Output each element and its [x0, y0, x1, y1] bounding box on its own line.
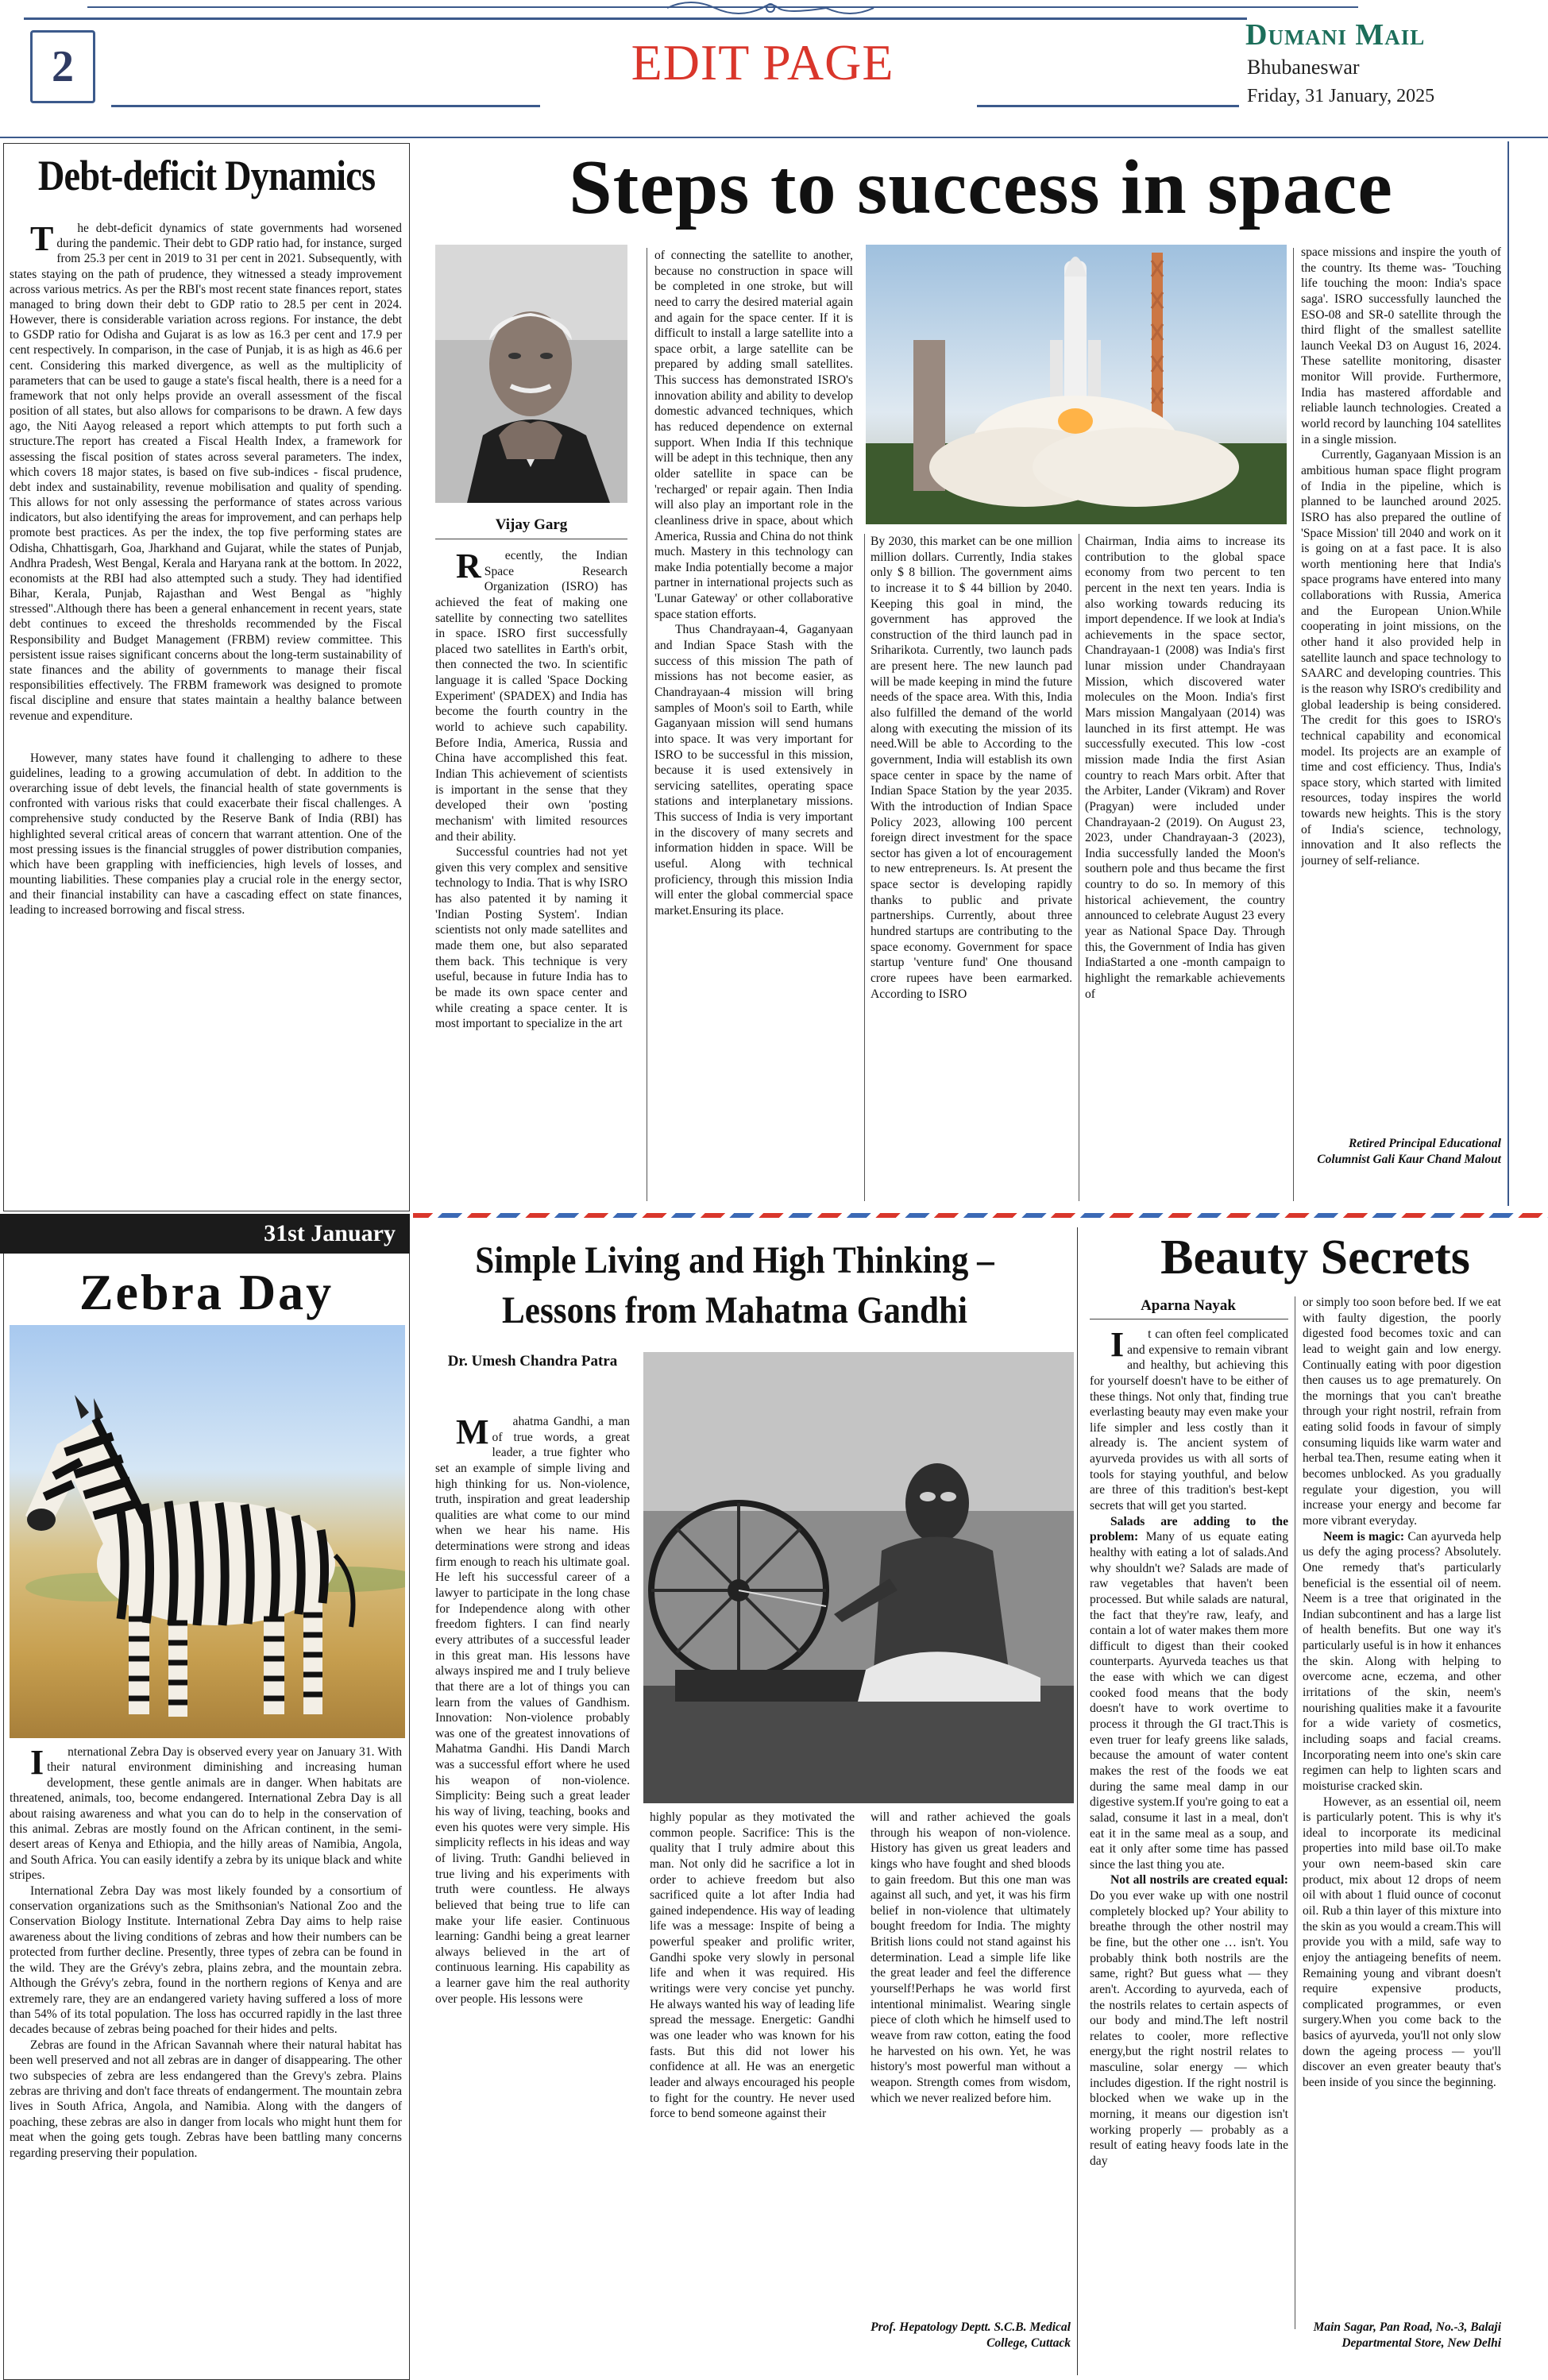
space-col3-text: By 2030, this market can be one million million dollars. Currently, India stakes only $ 8 billion. The government aims to increase it to $ 44 billion by 2040. Keeping this goal in mind, the government has approved the construction of the third launch pad in Sriharikota. Currently, two launch pads are present here. The new launch pad will be made keeping in mind the future needs of the space area. With this, India also fulfilled the demand of the world along with executing the mission of its need.Will be able to According to the government, India will establish its own space center in space by the name of Indian Space Station by the year 2035. With the introduction of Indian Space Policy 2023, allowing 100 percent foreign direct investment for the space sector has given a lot of encouragement to new entrepreneurs. Is. At present the space sector is developing rapidly thanks to public and private partnerships. Currently, about three hundred startups are contributing to the space economy. Government for space startup 'venture fund' One thousand crore rupees have been earmarked. According to ISRO: [871, 535, 1072, 1001]
beauty-col2-p1: or simply too soon before bed. If we eat with faulty digestion, the poorly digested food becomes toxic and can lead to weight gain and low energy. Continually eating with poor digestion then causes us to age prematurely. On the mornings that you can't breathe through your right nostril, refrain from eating solid foods in favour of simply consuming liquids like warm water and herbal tea.Then, resume eating when it becomes unblocked. As you gradually regulate your digestion, you will increase your energy and become far more vibrant everyday.: [1303, 1296, 1501, 1528]
gandhi-author: Dr. Umesh Chandra Patra: [447, 1353, 618, 1370]
space-col5-p1: space missions and inspire the youth of the country. Its theme was- 'Touching life touching the moon: India's space saga'. ISRO successfully launched the ESO-08 and SR-0 satellite through the third flight of the smallest satellite launch Veekal D3 on August 16, 2024. These satellite monitoring, disaster monitor Will provide. Furthermore, India has mastered affordable and reliable launch technologies. Created a world record by launching 104 satellites in a single mission.: [1301, 245, 1501, 446]
zebra-paragraph-2: International Zebra Day was most likely founded by a consortium of conservation organizations such as the Smithsonian's National Zoo and the Conservation Biology Institute. International Zebra Day aims to help raise awareness about the living conditions of zebras and how their numbers can be protected from further decline. Presently, three types of zebra can be found in the wild. They are the Grévy's zebra, plains zebra, and the mountain zebra. Although the Grévy's zebra, found in the northern regions of Kenya and are extremely rare, they are an endangered variety having suffered a loss of more than 54% of its total population. The loss has occurred rapidly in the last three decades because of zebras being poached for their hides and pelts.: [10, 1884, 402, 2037]
zebra-date-bar: [0, 1214, 410, 1254]
gandhi-spinning-wheel-photo: [643, 1352, 1074, 1803]
debt-title: Debt-deficit Dynamics: [37, 152, 376, 199]
masthead-date: Friday, 31 January, 2025: [1247, 86, 1435, 106]
gandhi-col1-text: Mahatma Gandhi, a man of true words, a great leader, a true fighter who set an example of simple living and high thinking for us. Non-violence, truth, inspiration and great leadership qualities are what come to our mind when we hear his name. His determinations were strong and ideas firm enough to reach his ultimate goal. He left his successful career of a lawyer to participate in the long chase for Independence along with other freedom fighters. I can find nearly every attributes of a successful leader in this great man. His lessons have always inspired me and I truly believe that there are a lot of things you can learn from the values of Gandhism. Innovation: Non-violence probably was one of the greatest innovations of Mahatma Gandhi. His Dandi March was a successful effort where he used his weapon of non-violence. Simplicity: Being such a great leader his way of living, teaching, books and even his quotes were very simple. His simplicity reflects in his ideas and way of living. Truth: Gandhi believed in true living and his experiments with truth were countless. He always believed that being true to life can make your life easier. Continuous learning: Gandhi being a great learner always believed in the art of continuous learning. His capability as a learner gave him the real authority over people. His lessons were: [435, 1414, 630, 2006]
paper-name: Dumani Mail: [1245, 18, 1426, 52]
beauty-salads-body: Many of us equate eating healthy with eating a lot of salads.And why shouldn't we? Salads are made of raw vegetables that haven't been processed. But while salads are natural, the fact that they're raw, leafy, and contain a lot of water makes them more difficult to digest than their cooked counterparts. Ayurveda teaches us that the ease with which we can digest cooked food means that the body doesn't have to work overtime to process it through the GI tract.This is even truer for leafy greens like salads, because the amount of water content makes the rest of the foods we eat during the same meal damp in our digestive system.If you're going to eat a salad, consume it last in a meal, don't eat it in the same meal as a soup, and eat it only after some time has passed since the last thing you ate.: [1090, 1530, 1288, 1872]
gandhi-beauty-divider: [1077, 1227, 1078, 2375]
space-title: Steps to success in space: [569, 145, 1393, 230]
zebra-paragraph-1: International Zebra Day is observed every year on January 31. With their natural environment diminishing and increasing human development, these gentle animals are in danger. When habitats are threatened, animals, too, become endangered. International Zebra Day is all about raising awareness and what you can do to help in the conservation of this animal. Zebras are mostly found on the African continent, in the semi-desert areas of Kenya and Ethiopia, and the hilly areas of Namibia, Angola, and South Africa. You can easily identify a zebra by its unique black and white stripes.: [10, 1744, 402, 1883]
masthead: [0, 0, 1548, 147]
section-title: EDIT PAGE: [631, 34, 894, 91]
space-col1-p2: Successful countries had not yet given this very complex and sensitive technology to India. That is why ISRO has also patented it by naming it 'Indian Posting System'. Indian scientists not only made satellites and made them one, but also separated them back. This technique is very useful, because in future India has to be made its own space center and while creating a space center. It is most important to specialize in the art: [435, 845, 627, 1031]
beauty-salads-para: [1090, 1514, 1288, 1873]
space-col-3: [871, 534, 1072, 1209]
beauty-signature: Main Sagar, Pan Road, No.-3, Balaji Departmental Store, New Delhi: [1313, 2320, 1501, 2350]
beauty-nostrils-body: Do you ever wake up with one nostril completely blocked up? Your ability to breathe through the other nostril may be fine, but the other one … isn't. You probably think both nostrils are the same, right? But guess what — they aren't. According to ayurveda, each of the nostrils relates to certain aspects of our body and mind.The left nostril relates to cooler, more reflective energy,but the right nostril relates to masculine, solar energy — which includes digestion. If the right nostril is blocked when we wake up in the morning, it means our digestion isn't working properly — probably as a result of eating heavy foods late in the day: [1090, 1889, 1288, 2168]
beauty-intro: It can often feel complicated and expensive to remain vibrant and healthy, but achieving this for yourself doesn't have to be either of these things. Not only that, finding true everlasting beauty may even make your life simpler and less costly than it already is. The ancient system of ayurveda provides us with all sorts of tools for staying youthful, and below are three of this tradition's best-kept secrets that will get you started.: [1090, 1327, 1288, 1513]
masthead-right-rule: [977, 105, 1239, 107]
debt-body: [10, 221, 402, 1206]
zebra-date-label: 31st January: [264, 1220, 396, 1246]
space-col-4: [1085, 534, 1285, 1209]
gandhi-col3-text: will and rather achieved the goals through his weapon of non-violence. History has given us great leaders and kings who have fought and shed bloods to gain freedom. But this one man was against all such, and yet, it was his firm belief in non-violence that ultimately bought freedom for India. The mighty British lions could not stand against his determination. Lead a simple life like the great leader and feel the difference yourself!Perhaps he was world first intentional minimalist. Wearing single piece of cloth which he himself used to weave from raw cotton, eating the food he harvested on his own. Yet, he was history's most powerful man without a weapon. Strength comes from wisdom, which we never realized before him.: [871, 1810, 1071, 2105]
space-col1-p1: Recently, the Indian Space Research Organization (ISRO) has achieved the feat of making one satellite by connecting two satellites in space. ISRO first successfully placed two satellites in Earth's orbit, then connected the two. In scientific language it is called 'Space Docking Experiment' (SPADEX) and India has become the fourth country in the world to achieve such capability. Before India, America, Russia and China have accomplished this feat. Indian This achievement of scientists is important in the sense that they developed their own 'posting mechanism' with limited resources and their ability.: [435, 548, 627, 844]
beauty-nostrils-para: [1090, 1872, 1288, 2169]
ornament-scroll: [651, 0, 890, 16]
beauty-neem-para: [1303, 1529, 1501, 1795]
beauty-col-2: [1303, 1295, 1501, 2351]
page-number-badge: [30, 30, 95, 103]
space-col5-p2: Currently, Gaganyaan Mission is an ambitious human space flight program of India in the pipeline, which is planned to be launched around 2025. ISRO has also prepared the outline of 'Space Mission' till 2040 and work on it is going on at a fast pace. It is also worth mentioning here that India's space programs have entered into many collaborations with Russia, America and the European Union.While cooperating in joint missions, on the other hand it also provided help in satellite launch and space technology to SAARC and developing countries. This is the reason why ISRO's credibility and global leadership is being considered. The credit for this goes to ISRO's technical capability and economical model. Its projects are an example of time and cost efficiency. Thus, India's space story, which started with limited resources, today inspires the world towards new heights. This is the story of India's science, technology, innovation and It also reflects the journey of self-reliance.: [1301, 448, 1501, 867]
page-right-frame: [1507, 141, 1509, 1206]
gandhi-col-3: [871, 1810, 1071, 2286]
space-col-5: [1301, 245, 1501, 1079]
beauty-author: Aparna Nayak: [1141, 1297, 1236, 1314]
beauty-title: Beauty Secrets: [1160, 1231, 1470, 1285]
gandhi-col-2: [650, 1810, 855, 2377]
masthead-city: Bhubaneswar: [1247, 56, 1360, 79]
gandhi-title-line-1: Simple Living and High Thinking –: [475, 1239, 994, 1281]
beauty-neem-body: Can ayurveda help us defy the aging process? Absolutely. One remedy that's particularly beneficial is the essential oil of neem. Neem is a tree that originated in the Indian subcontinent and has a large list of health benefits. But one way it's particularly useful is in how it enhances the skin. Along with helping to overcome acne, eczema, and other irritations of the skin, neem's nourishing qualities make it a favourite for a wide variety of cosmetics, including soaps and facial creams. Incorporating neem into one's skin care regimen can help to lighten scars and moisturise cracked skin.: [1303, 1529, 1501, 1793]
space-author: Vijay Garg: [495, 516, 568, 533]
airmail-divider: [413, 1213, 1548, 1218]
beauty-neem-heading: Neem is magic:: [1323, 1529, 1405, 1544]
beauty-col-1: [1090, 1327, 1288, 2377]
beauty-nostrils-heading: Not all nostrils are created equal:: [1110, 1873, 1288, 1887]
debt-paragraph-2: However, many states have found it challenging to adhere to these guidelines, leading to a growing accumulation of debt. In addition to the overarching issue of debt levels, the financial health of state governments is confronted with various risks that could exacerbate their fiscal challenges. A comprehensive study conducted by the Reserve Bank of India (RBI) has highlighted several critical areas of concern that warrant attention. One of the most pressing issues is the financial struggles of power distribution companies, which have been grappling with inefficiencies, high levels of losses, and mounting liabilities. These companies play a crucial role in the energy sector, and their financial instability can have a cascading effect on state finances, leading to increased borrowing and fiscal stress.: [10, 751, 402, 918]
gandhi-title: [460, 1235, 1010, 1336]
space-col4-text: Chairman, India aims to increase its contribution to the global space economy from two percent to ten percent in the next ten years. India is also working towards reducing its import dependence. If we look at India's achievements in the space sector, Chandrayaan-1 (2008) was India's first lunar mission under Chandrayaan Mission, which discovered water molecules on the Moon. India's first Mars mission Mangalyaan (2014) was launched in its first attempt. He was successfully executed. This low -cost mission made India the first Asian country to reach Mars orbit. After that the Arbiter, Lander (Vikram) and Rover (Pragyan) were included under Chandrayaan-2 (2019). On August 23, 2023, under Chandrayaan-3 (2023), India successfully landed the Moon's southern pole and thus became the first country to do so. In memory of this historical achievement, the country announced to celebrate August 23 every year as National Space Day. Through this, the Government of India has given IndiaStarted a one -month campaign to highlight the remarkable achievements of: [1085, 535, 1285, 1001]
gandhi-signature: Prof. Hepatology Deptt. S.C.B. Medical College, Cuttack: [871, 2320, 1071, 2350]
rocket-launch-photo: [866, 245, 1287, 524]
space-col-2: [654, 248, 853, 1209]
zebra-photo: [10, 1325, 405, 1738]
debt-paragraph-1: The debt-deficit dynamics of state governments had worsened during the pandemic. Their debt to GDP ratio had, for instance, surged from 25.3 per cent in 2019 to 31 per cent in 2021. Subsequently, with states staying on the path of prudence, they witnessed a steady improvement across various metrics. As per the RBI's most recent state finances report, states managed to bring down their debt to GDP ratio to 28.5 per cent in 2024. However, there is considerable variation across regions. For instance, the debt to GSDP ratio for Odisha and Gujarat is as low as 16.3 per cent and 17.9 per cent respectively. In comparison, in the case of Punjab, it is as high as 46.6 per cent. Considering this marked divergence, as well as the multiplicity of parameters that can be used to gauge a state's fiscal health, there is a need for a framework that not only helps provide an overall assessment of the fiscal position of all states, but also allows for comparisons to be drawn. A few days ago, the Niti Aayog released a report which attempts to put forth such a structure.The report has created a Fiscal Health Index, a framework for assessing the fiscal position of states across several parameters. The index, which covers 18 major states, is based on five sub-indices - fiscal prudence, debt index and sustainability, revenue mobilisation and quality of spending. This allows for not only assessing the performance of states across various indicators, but also identifying the areas for improvement, and can perhaps help promote best practices. As per the index, the top five performing states are Odisha, Chhattisgarh, Goa, Jharkhand and Gujarat, while the states of Punjab, Andhra Pradesh, West Bengal, Kerala and Haryana rank at the bottom. In 2022, economists at the RBI had also attempted such a study. They had identified Bihar, Kerala, Punjab, Rajasthan and West Bengal as "highly stressed".Although there has been a general enhancement in recent years, state debt continues to exceed the thresholds recommended by the Fiscal Responsibility and Budget Management (FRBM) review committee. This persistent issue raises significant concerns about the long-term sustainability of state finances and the ability of governments to manage their fiscal responsibilities effectively. The FRBM framework was designed to promote fiscal discipline and ensure that states maintain a healthy balance between revenue and expenditure.: [10, 221, 402, 723]
zebra-paragraph-3: Zebras are found in the African Savannah where their natural habitat has been well preserved and not all zebras are in danger of disappearing. The other two subspecies of zebra are less endangered than the Grevy's zebra. Plains zebras are thriving and don't face threats of endangerment. The mountain zebra lives in South Africa, Angola, and Namibia. Along with the dangers of poaching, these zebras are also in danger from locals who might hunt them for meat when the going gets tough. Zebras have been battling many concerns regarding preserving their population.: [10, 2038, 402, 2160]
space-signature: Retired Principal Educational Columnist Gali Kaur Chand Malout: [1317, 1137, 1501, 1166]
zebra-title: Zebra Day: [79, 1264, 334, 1320]
gandhi-title-line-2: Lessons from Mahatma Gandhi: [501, 1289, 968, 1332]
zebra-body: [10, 1744, 402, 2377]
beauty-salads-heading: Salads are adding to the problem:: [1090, 1514, 1288, 1544]
author-photo-vijay-garg: [435, 245, 627, 503]
masthead-bottom-rule: [0, 137, 1548, 138]
space-col2-p2: Thus Chandrayaan-4, Gaganyaan and Indian Space Stash with the success of this mission The path of missions has not become easier, as Chandrayaan-4 mission will bring samples of Moon's soil to Earth, while Gaganyaan mission will send humans into space. It was very important for ISRO to be successful in this mission, because it is used extensively in servicing satellites, operating space stations and interplanetary missions. This success of India is very important in the discovery of many secrets and information hidden in space. Will be useful. Along with technical proficiency, through this mission India will enter the global commercial space market.Ensuring its place.: [654, 623, 853, 918]
space-divider-4: [1293, 248, 1294, 1201]
space-col2-p1: of connecting the satellite to another, because no construction in space will be completed in one stroke, but will need to carry the desired material again and again for the space center. If it is difficult to install a large satellite into a space orbit, a large satellite can be prepared by adding small satellites. This success has demonstrated ISRO's innovation ability and ability to develop domestic advanced techniques, which has reduced dependence on external support. When India If this technique will be adept in this technique, then any older satellite in space can be 'recharged' or repair again. Then India will also play an important role in the cleanliness drive in space, about which America, Russia and China do not think much. Mastery in this technology can make India potentially become a major partner in international projects such as 'Lunar Gateway' or other collaborative space station efforts.: [654, 249, 853, 621]
beauty-col2-p3: However, as an essential oil, neem is particularly potent. This is why it's ideal to incorporate its medicinal properties into mild base oil.To make your own neem-based skin care product, mix about 12 drops of neem oil with about 1 fluid ounce of coconut oil. Rub a thin layer of this mixture into the skin as you would a cream.This will provide you with a mild, safe way to enjoy the antiageing benefits of neem. Remaining young and vibrant doesn't require expensive products, complicated programmes, or even surgery.When you come back to the basics of ayurveda, you'll not only slow down the ageing process — you'll discover an even greater beauty that's been inside of you since the beginning.: [1303, 1795, 1501, 2090]
page-number: 2: [52, 42, 74, 91]
space-divider-2: [864, 534, 865, 1201]
gandhi-col-1: [435, 1414, 630, 2377]
space-col-1: [435, 548, 627, 1207]
gandhi-col2-text: highly popular as they motivated the common people. Sacrifice: This is the quality that I truly admire about this man. Not only did he sacrifice a lot in order to achieve freedom but also sacrificed quite a lot after India had gained independence. His way of leading life was a message: Inspite of being a powerful speaker and prolific writer, Gandhi spoke very slowly in personal life and when it was required. His writings were very concise yet punchy. He always wanted his way of leading life spread the message. Energetic: Gandhi was one leader who was known for his fasts. But this did not lower his confidence at all. He was an energetic leader and always encouraged his people to fight for the country. He never used force to bend someone against their: [650, 1810, 855, 2121]
masthead-left-rule: [111, 105, 540, 107]
